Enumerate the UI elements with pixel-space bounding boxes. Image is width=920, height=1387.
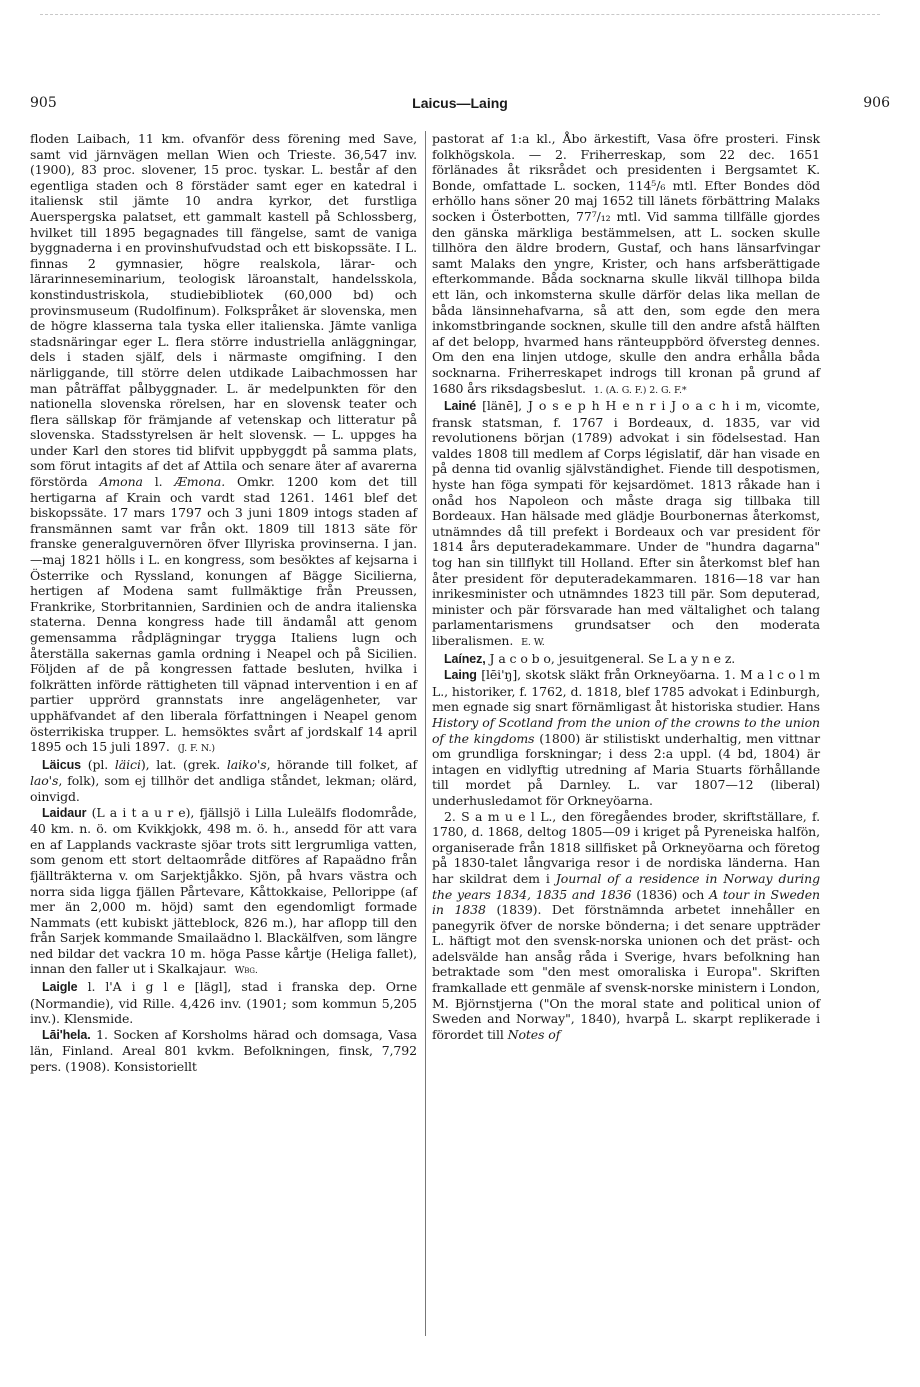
entry-laihela: Lāi'hela. 1. Socken af Korsholms härad och domsaga, Vasa län, Finland. Areal 801 kvkm. Befolkningen, finsk, 7,792 pers. (1908). Konsistoriellt xyxy=(30,1026,417,1075)
headword: Laing xyxy=(444,668,477,683)
entry-laicus: Läicus (pl. läici), lat. (grek. laiko's, hörande till folket, af lao's, folk), som ej tillhör det andliga ståndet, lekman; olärd, oinvigd. xyxy=(30,756,417,804)
headword: Laidaur xyxy=(42,805,87,820)
entry-laigle: Laigle l. l'A i g l e [lägl], stad i franska dep. Orne (Normandie), vid Rille. 4,426 inv. (1901; som kommun 5,205 inv.). Klensmide. xyxy=(30,979,417,1027)
author-signature: (J. F. N.) xyxy=(177,743,215,755)
entry-laihela-continued: pastorat af 1:a kl., Åbo ärkestift, Vasa öfre prosteri. Finsk folkhögskola. — 2. Friherreskap, som 22 dec. 1651 förlänades åt riksrådet och presidenten i Bergsamtet K. Bonde, omfattade L. socken, 114⁵/₆ mtl. Efter Bondes död erhöllo hans söner 20 maj 1652 till länets förbättring Malaks socken i Österbotten, 77⁷/₁₂ mtl. Vid samma tillfälle gjordes den gänska märkliga bestämmelsen, att L. socken skulle tillhöra den äldre brodern, Gustaf, och hans länsarfvingar samt Malaks den yngre, Krister, och hans arfsberättigade efterkommande. Båda socknarna skulle likväl tillhopa bilda ett län, och inkomsterna skulle därför delas lika mellan de båda länsinnehafvarna, så att den, som egde den mera inkomstbringande socknen, skulle till den andre afstå hälften af det belopp, hvarmed hans ränteuppbörd öfversteg dennes. Om den ena linjen utdoge, skulle den andra erhålla båda socknarna. Friherreskapet indrogs till kronan på grund af 1680 års riksdagsbeslut. 1. (A. G. F.) 2. G. F.* xyxy=(432,131,820,396)
entry-laing: Laing [lēi'ŋ], skotsk släkt från Orkneyöarna. 1. M a l c o l m L., historiker, f. 1762, d. 1818, blef 1785 advokat i Edinburgh, men egnade sig snart förnämligast åt historiska studier. Hans History of Scotland from the union of the crowns to the union of the kingdoms (1800) är stilistiskt underhaltig, men vittnar om grundliga forskningar; i dess 2:a uppl. (4 bd, 1804) är intagen en vidlyftig utredning af Maria Stuarts förhållande till mordet på Darnley. L. var 1807—12 (liberal) underhusledamot för Orkneyöarna. xyxy=(432,667,820,808)
right-column xyxy=(432,131,820,1042)
column-divider xyxy=(425,131,426,1336)
entry-lainez: Laínez, J a c o b o, jesuitgeneral. Se L a y n e z. xyxy=(444,650,736,666)
headword: Laínez, xyxy=(444,651,486,666)
page-number-left: 905 xyxy=(30,95,57,111)
entry-laine: Lainé [länē], J o s e p h H e n r i J o a c h i m, vicomte, fransk statsman, f. 1767 i Bordeaux, d. 1835, var vid revolutionens början (1789) advokat i sin födelsestad. Han valdes 1808 till medlem af Corps législatif, där han visade en på denna tid ovanlig självständighet. Fiende till despotismen, hyste han föga sympati för kejsardömet. 1813 råkade han i onåd hos Napoleon och måste draga sig tillbaka till Bordeaux. Han hälsade med glädje Bourbonernas återkomst, utnämndes då till prefekt i Bordeaux och var president för 1814 års deputeradekammare. Under de "hundra dagarna" tog han sin tillflykt till Holland. Efter sin återkomst blef han åter president för deputeradekammaren. 1816—18 var han inrikesminister och utnämndes 1823 till pär. Som deputerad, minister och pär försvarade han med vältalighet och talang parlamentarismens grundsatser och den moderata liberalismen. E. W. xyxy=(432,398,820,648)
entry-laidaur: Laidaur (L a i t a u r e), fjällsjö i Lilla Luleälfs flodområde, 40 km. n. ö. om Kvikkjokk, 498 m. ö. h., ansedd för att vara en af Lapplands vackraste sjöar trots sitt lergrumliga vatten, som genom ett stort deltaområde ditföres af Rapaädno från fjällträkterna v. om Sarjektjåkko. Sjön, på hvars västra och norra sida ligga fjällen Pårtevare, Kåttokkaise, Pellorippe (af mer än 2,000 m. höjd) samt den egendomligt formade Nammats (ett kubiskt jätteblock, 826 m.), har aflopp till den från Sarjek kommande Smailaädno l. Blackälfven, som längre ned bildar det vackra 10 m. höga Passe kårtje (Heliga fallet), innan den faller ut i Skalkajaur. Wbg. xyxy=(30,804,417,977)
author-signature: 1. (A. G. F.) 2. G. F.* xyxy=(593,384,687,396)
page-header xyxy=(30,94,890,112)
left-column xyxy=(30,131,417,1075)
entry-laing-samuel: 2. S a m u e l L., den föregåendes broder, skriftställare, f. 1780, d. 1868, deltog 1805—09 i kriget på Pyreneiska halfön, organiserade från 1818 sillfisket på Orkneyöarna och företog på 1830-talet långvariga resor i de nordiska länderna. Han har skildrat dem i Journal of a residence in Norway during the years 1834, 1835 and 1836 (1836) och A tour in Sweden in 1838 (1839). Det förstnämnda arbetet innehåller en panegyrik öfver de norske bönderna; i det senare uppträder L. häftigt mot den svensk-norska unionen och det präst- och adelsvälde han ansåg råda i Sverige, hvars befolkning han betraktade som "den mest omoraliska i Europa". Skriften framkallade ett genmäle af svensk-norske ministern i London, M. Björnstjerna ("On the moral state and political union of Sweden and Norway", 1840), hvarpå L. skarpt replikerade i förordet till Notes of xyxy=(432,808,821,1042)
headword: Lainé xyxy=(444,399,477,414)
author-signature: E. W. xyxy=(521,637,545,648)
top-scan-rule xyxy=(40,14,880,15)
headword: Läicus xyxy=(42,757,81,772)
page-number-right: 906 xyxy=(863,95,890,111)
headword: Laigle xyxy=(42,980,78,995)
headword: Lāi'hela. xyxy=(42,1027,91,1042)
entry-laibach-continued: floden Laibach, 11 km. ofvanför dess förening med Save, samt vid järnvägen mellan Wien och Trieste. 36,547 inv. (1900), 83 proc. slovener, 15 proc. tyskar. L. består af den egentliga staden och 8 förstäder samt eger en katedral i italiensk stil jämte 10 andra kyrkor, det furstliga Auerspergska palatset, ett gammalt kastell på Schlossberg, hvilket till 1895 begagnades till fängelse, samt de vaniga byggnaderna i en provinshufvudstad och ett biskopssäte. I L. finnas 2 gymnasier, högre realskola, lärar- och lärarinneseminarium, teologisk läroanstalt, handelsskola, konstindustriskola, studiebibliotek (60,000 bd) och provinsmuseum (Rudolfinum). Folkspråket är slovenska, men de högre klasserna tala tyska eller italienska. Jämte vanliga stadsnäringar eger L. flera större industriella anläggningar, dels i staden själf, dels i närmaste omgifning. I den närliggande, till större delen utdikade Laibachmossen har man påträffat pålbyggnader. L. är medelpunkten för den nationella slovenska rörelsen, har en slovensk teater och flera sällskap för främjande af vetenskap och litteratur på slovenska. Stadsstyrelsen är helt slovensk. — L. uppges ha under Karl den stores tid blifvit uppbyggdt på samma plats, som förut intagits af det af Attila och senare äter af avarerna förstörda Amona l. Æmona. Omkr. 1200 kom det till hertigarna af Krain och vardt stad 1261. 1461 blef det biskopssäte. 17 mars 1797 och 3 juni 1809 intogs staden af fransmännen samt var från okt. 1809 till 1813 säte för franske generalguvernören öfver Illyriska provinserna. I jan.—maj 1821 hölls i L. en kongress, som besöktes af kejsarna i Österrike och Ryssland, konungen af Bägge Sicilierna, hertigen af Modena samt fullmäktige från Preussen, Frankrike, Storbritannien, Sardinien och de andra italienska staterna. Denna kongress hade till ändamål att genom gemensamma rådplägningar trygga Italiens lugn och återställa sakernas gamla ordning i Neapel och på Sicilien. Följden af de på kongressen fattade besluten, hvilka i folkrätten införde rättigheten till väpnad intervention i en af partier upprörd grannstats inre angelägenheter, var upphäfvandet af den liberala författningen i Neapel genom österrikiska trupper. L. hemsöktes svårt af jordskalf 14 april 1895 och 15 juli 1897. (J. F. N.) xyxy=(30,131,417,755)
page-title: Laicus—Laing xyxy=(412,95,508,111)
author-signature: Wbg. xyxy=(234,965,258,977)
